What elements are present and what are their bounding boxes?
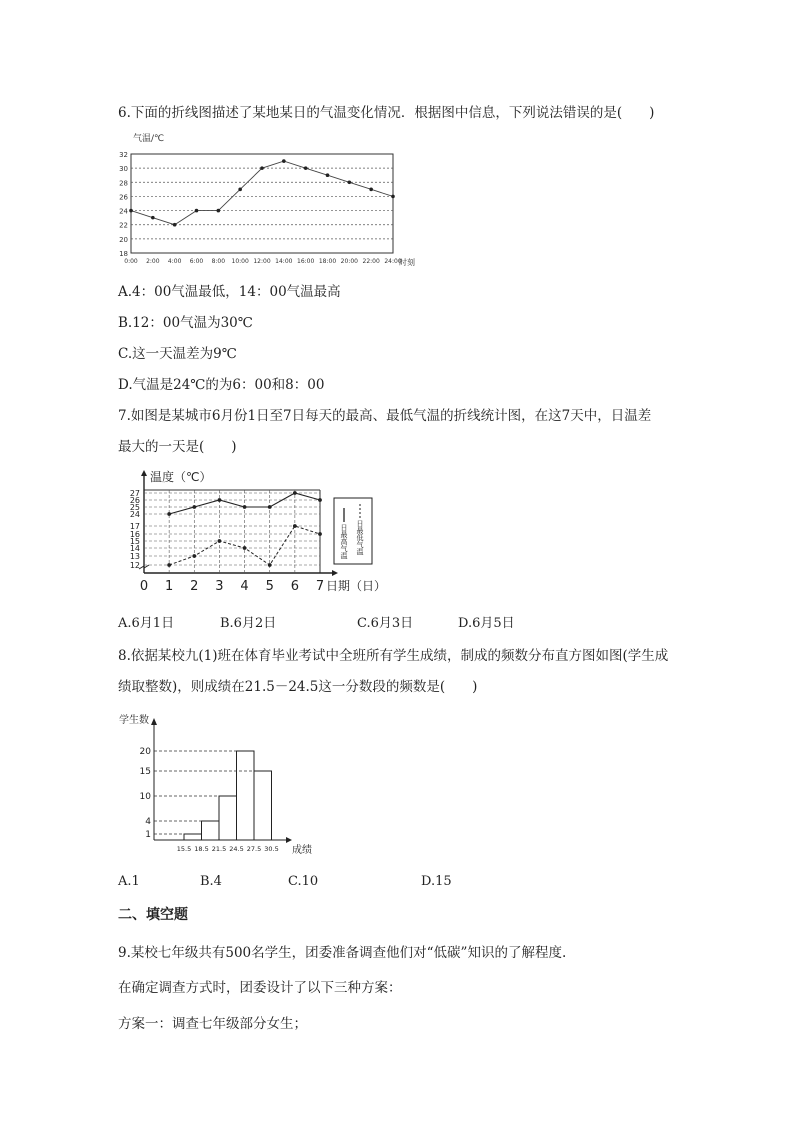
y-tick-label: 25 [129, 503, 140, 512]
axis-break-mark [139, 565, 149, 569]
temperature-line-chart [115, 125, 425, 270]
y-tick-label: 26 [129, 496, 140, 505]
x-axis-label: 成绩 [292, 845, 312, 856]
x-tick-label: 4 [240, 579, 249, 594]
y-tick-label: 17 [129, 522, 140, 531]
max-temperature-point [218, 498, 222, 502]
max-temperature-point [243, 505, 247, 509]
histogram-bar [237, 751, 255, 840]
y-tick-label: 12 [129, 561, 140, 570]
q8-option-a[interactable]: A.1 [118, 874, 140, 889]
q7-option-d[interactable]: D.6月5日 [458, 616, 515, 631]
x-tick-label: 21.5 [211, 845, 227, 853]
data-point [260, 166, 264, 170]
max-temperature-point [167, 512, 171, 516]
y-tick-label: 24 [119, 207, 128, 216]
q7-option-a[interactable]: A.6月1日 [118, 616, 175, 631]
min-temperature-point [293, 524, 297, 528]
x-tick-label: 4:00 [167, 258, 182, 265]
x-tick-label: 10:00 [231, 258, 249, 265]
min-temperature-point [318, 532, 322, 536]
data-point [238, 188, 242, 192]
x-axis-arrow [332, 570, 338, 576]
max-temperature-point [318, 498, 322, 502]
data-point [304, 166, 308, 170]
q7-option-b[interactable]: B.6月2日 [220, 616, 277, 631]
y-axis-label: 温度（℃） [150, 470, 212, 484]
x-tick-label: 24:00 [384, 258, 402, 265]
y-tick-label: 14 [129, 544, 140, 553]
max-temperature-point [293, 491, 297, 495]
x-tick-label: 15.5 [176, 845, 192, 853]
legend-max-label: 日最高气温 [340, 524, 348, 559]
y-tick-label: 20 [119, 235, 128, 244]
y-tick-label: 30 [119, 165, 128, 174]
q9-line3: 方案一：调查七年级部分女生； [118, 1016, 307, 1032]
data-point [348, 180, 352, 184]
y-tick-label: 24 [129, 510, 140, 519]
min-temperature-point [243, 546, 247, 550]
x-tick-label: 14:00 [275, 258, 293, 265]
q8-option-b[interactable]: B.4 [200, 874, 222, 889]
data-point [369, 188, 373, 192]
data-point [173, 223, 177, 227]
histogram-bar [219, 796, 237, 840]
q6-option-c[interactable]: C.这一天温差为9℃ [118, 346, 237, 362]
q9-line2: 在确定调查方式时，团委设计了以下三种方案： [118, 980, 402, 996]
y-tick-label: 15 [129, 537, 140, 546]
daily-temperature-chart [120, 462, 390, 600]
data-point [151, 216, 155, 220]
q6-stem: 6.下面的折线图描述了某地某日的气温变化情况．根据图中信息，下列说法错误的是( ) [118, 105, 655, 121]
x-axis-label: 时刻 [399, 258, 415, 267]
y-tick-label: 13 [129, 552, 140, 561]
x-tick-label: 6:00 [189, 258, 204, 265]
y-axis-arrow [151, 718, 157, 725]
q6-option-b[interactable]: B.12：00气温为30℃ [118, 315, 253, 331]
y-tick-label: 10 [139, 792, 151, 802]
y-axis-label: 学生数 [119, 715, 149, 726]
max-temperature-point [268, 505, 272, 509]
min-temperature-point [167, 563, 171, 567]
x-tick-label: 6 [290, 579, 299, 594]
q7-stem-line1: 7.如图是某城市6月份1日至7日每天的最高、最低气温的折线统计图，在这7天中，日温差 [118, 408, 652, 424]
x-tick-label: 7 [315, 579, 325, 594]
q8-stem-line2: 绩取整数)，则成绩在21.5－24.5这一分数段的频数是( ) [118, 679, 478, 695]
x-axis-arrow [286, 837, 292, 843]
x-tick-label: 2 [190, 579, 199, 594]
x-tick-label: 16:00 [297, 258, 315, 265]
data-point [217, 209, 221, 213]
x-tick-label: 18.5 [194, 845, 209, 853]
q8-option-d[interactable]: D.15 [421, 874, 452, 889]
x-tick-label: 0:00 [124, 258, 138, 265]
q7-stem-line2: 最大的一天是( ) [118, 439, 237, 455]
min-temperature-point [268, 563, 272, 567]
data-point [195, 209, 199, 213]
x-tick-label: 30.5 [264, 845, 279, 853]
x-tick-label: 27.5 [246, 845, 262, 853]
y-tick-label: 20 [139, 747, 151, 757]
q6-option-a[interactable]: A.4：00气温最低，14：00气温最高 [118, 284, 341, 300]
y-tick-label: 27 [129, 489, 140, 498]
x-tick-label: 0 [139, 579, 149, 594]
max-temperature-point [192, 505, 196, 509]
y-tick-label: 1 [145, 830, 151, 840]
section-title: 二、填空题 [118, 907, 188, 923]
histogram-bar [202, 821, 220, 840]
y-axis-label: 气温/℃ [133, 134, 165, 144]
x-axis-label: 日期（日） [326, 579, 387, 593]
min-temperature-point [218, 539, 222, 543]
x-tick-label: 5 [265, 579, 274, 594]
x-tick-label: 12:00 [253, 258, 271, 265]
y-tick-label: 16 [129, 530, 140, 539]
q8-stem-line1: 8.依据某校九(1)班在体育毕业考试中全班所有学生成绩，制成的频数分布直方图如图(学生成 [118, 648, 669, 664]
q8-option-c[interactable]: C.10 [288, 874, 319, 889]
q9-line1: 9.某校七年级共有500名学生，团委准备调查他们对“低碳”知识的了解程度. [118, 945, 567, 961]
x-tick-label: 20:00 [340, 258, 358, 265]
legend-min-label: 日最低气温 [356, 520, 364, 555]
y-tick-label: 4 [145, 817, 151, 827]
x-tick-label: 3 [215, 579, 224, 594]
q7-option-c[interactable]: C.6月3日 [357, 616, 414, 631]
y-tick-label: 28 [119, 179, 128, 188]
y-tick-label: 26 [119, 193, 128, 202]
data-point [129, 209, 133, 213]
histogram-bar [254, 771, 272, 840]
score-histogram [116, 705, 316, 860]
y-axis-arrow [141, 470, 147, 476]
min-temperature-point [192, 554, 196, 558]
data-point [282, 159, 286, 163]
x-tick-label: 24.5 [229, 845, 244, 853]
y-tick-label: 22 [119, 221, 128, 230]
y-tick-label: 15 [139, 767, 151, 777]
x-tick-label: 1 [165, 579, 174, 594]
q6-option-d[interactable]: D.气温是24℃的为6：00和8：00 [118, 377, 325, 393]
data-point [326, 173, 330, 177]
x-tick-label: 22:00 [362, 258, 380, 265]
y-tick-label: 32 [119, 151, 128, 159]
x-tick-label: 8:00 [211, 258, 226, 265]
x-tick-label: 18:00 [318, 258, 337, 265]
x-tick-label: 2:00 [146, 258, 160, 265]
histogram-bar [184, 834, 202, 840]
y-tick-label: 18 [119, 250, 128, 258]
temperature-series-line [131, 161, 393, 225]
data-point [391, 195, 395, 199]
